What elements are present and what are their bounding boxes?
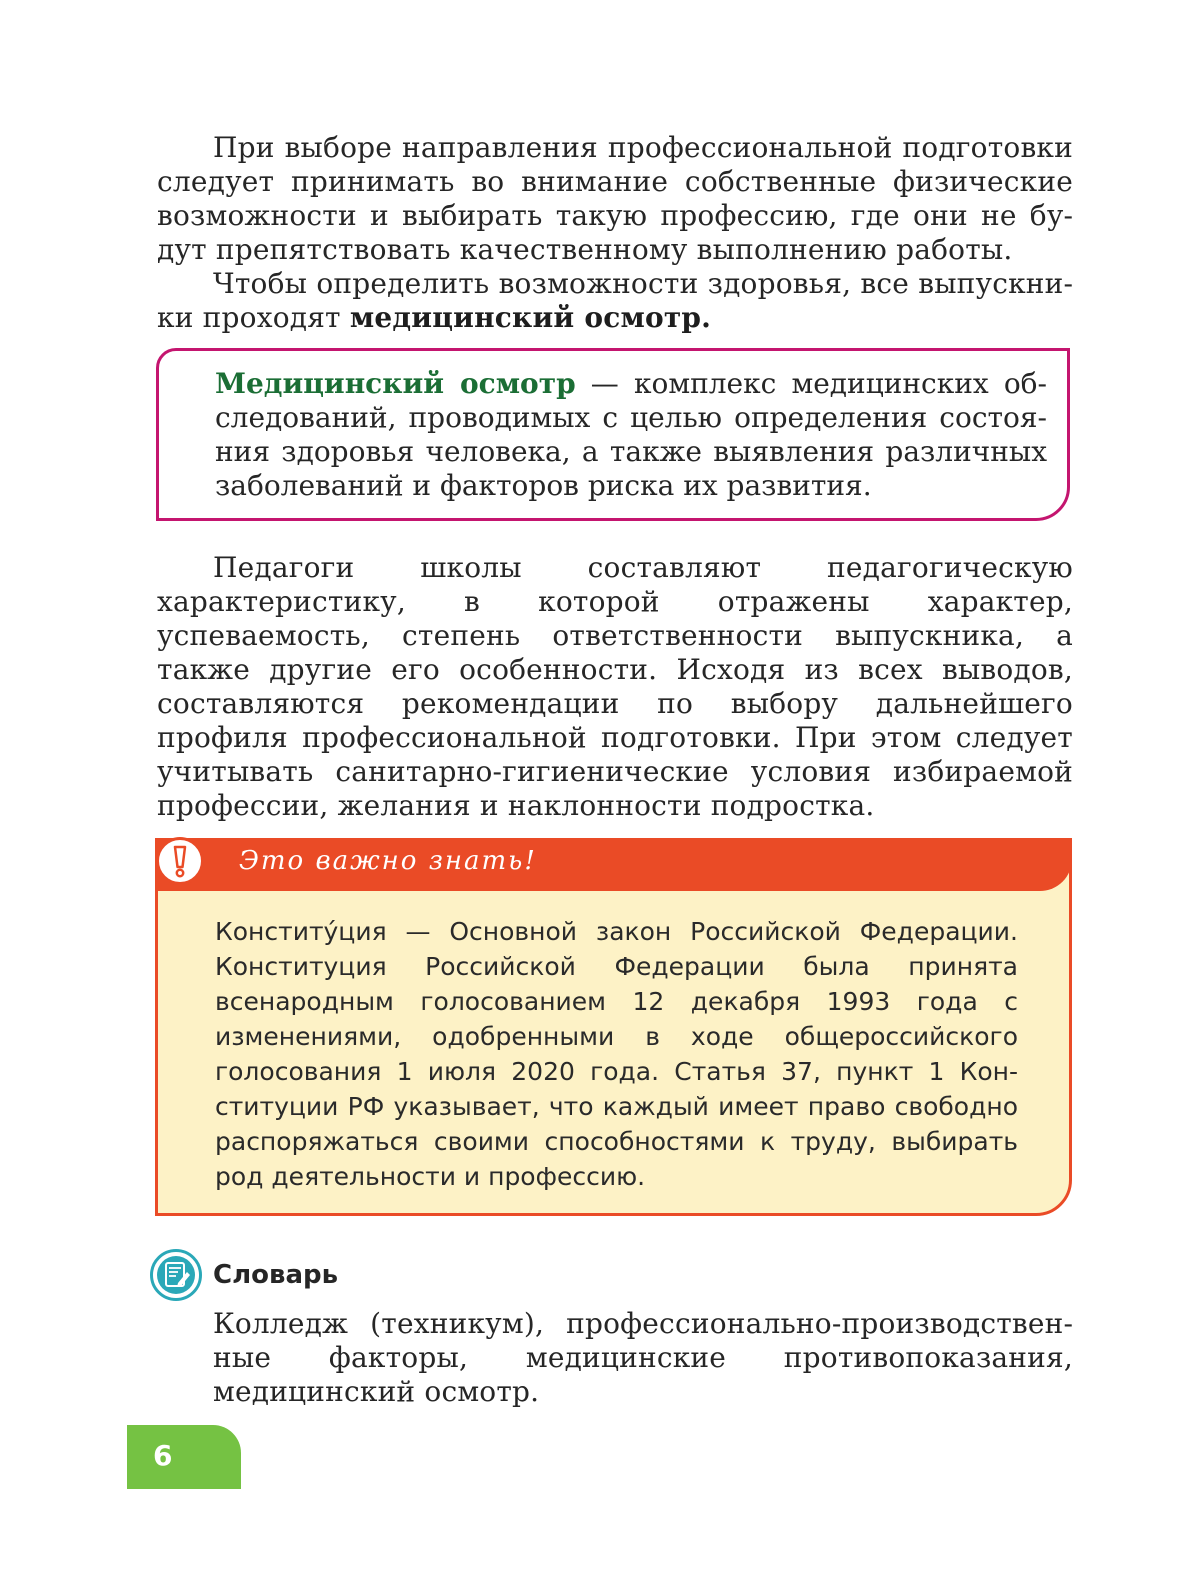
definition-text <box>215 367 1047 503</box>
paragraph-teacher-characteristic: Педагоги школы составляют педагогическую характеристику, в которой отражены характер, успеваемость, степень ответственности выпускника, а также другие его особенности. Исходя из всех выводов, составляются рекомендации по выбору дальнейшего профиля профессиональной подготовки. При этом следует учитывать санитарно-гигиенические условия избираемой профессии, желания и наклонности подростка. <box>157 551 1073 822</box>
page-number-tab <box>127 1425 241 1489</box>
page-number: 6 <box>153 1439 173 1472</box>
important-title: Это важно знать! <box>239 846 537 876</box>
definition-body: — комплекс медицинских обследований, проводимых с целью определения состояния здоровья человека, а также выявления различных заболеваний и факторов риска их развития. <box>215 367 1048 502</box>
dictionary-title: Словарь <box>213 1260 339 1290</box>
paragraph-medical-exam-bold: медицинский осмотр. <box>349 301 712 334</box>
important-text: Конститу́ция — Основной закон Российской Федерации. Конституция Российской Федерации была принята всенародным голосованием 12 декабря 1993 года с изменениями, одобренными в ходе общероссийского голосования 1 июля 2020 года. Статья 37, пункт 1 Конституции РФ указывает, что каждый имеет право свободно распоряжаться своими способностями к труду, выбирать род деятельности и профессию. <box>215 917 1018 1191</box>
definition-term: Медицинский осмотр <box>215 367 576 400</box>
important-box <box>155 838 1072 1216</box>
paragraph-professional-choice: При выборе направления профессиональной подготовки следует принимать во внимание собственные физические возможности и выбирать такую профессию, где они не будут препятствовать качественному выполнению работы. <box>157 131 1073 266</box>
exclamation-icon <box>156 837 204 885</box>
definition-box <box>156 348 1070 521</box>
dictionary-text: Колледж (техникум), профессионально-производственные факторы, медицинские противопоказания, медицинский осмотр. <box>213 1307 1073 1408</box>
paragraph-medical-exam <box>157 267 1073 335</box>
important-header <box>155 838 1072 891</box>
dictionary-icon <box>149 1248 203 1302</box>
paragraph-medical-exam-text: Чтобы определить возможности здоровья, все выпускники проходят <box>157 267 1073 334</box>
